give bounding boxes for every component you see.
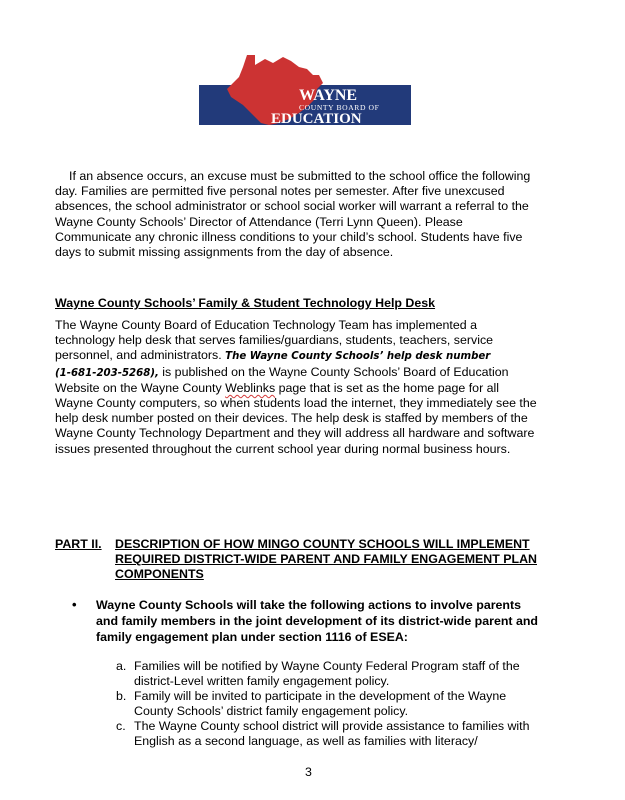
helpdesk-heading: Wayne County Schools’ Family & Student Technology Help Desk: [55, 296, 436, 310]
logo-text-county: COUNTY BOARD OF: [299, 103, 380, 112]
list-item-letter: c.: [116, 719, 126, 733]
part-title-line-1: DESCRIPTION OF HOW MINGO COUNTY SCHOOLS WILL IMPLEMENT: [115, 537, 530, 551]
list-item-line: Families will be notified by Wayne County Federal Program staff of the: [134, 659, 520, 673]
weblinks-word: Weblinks: [225, 380, 276, 395]
helpdesk-line-1: The Wayne County Board of Education Technology Team has implemented a: [55, 318, 477, 332]
helpdesk-line-3-start: personnel, and administrators.: [55, 348, 226, 363]
part-title-line-3: COMPONENTS: [115, 567, 204, 582]
list-item-line: district-Level written family engagement policy.: [134, 674, 390, 689]
absence-paragraph: [55, 169, 575, 260]
logo-text-wayne: WAYNE: [299, 87, 358, 104]
absence-line-6: days to submit missing assignments from the day of absence.: [55, 245, 394, 260]
logo-graphic: [195, 53, 415, 129]
list-item-letter: a.: [116, 659, 127, 673]
helpdesk-line-4-rest: is published on the Wayne County Schools’ Board of Education: [158, 364, 509, 379]
logo-text-education: EDUCATION: [271, 111, 362, 127]
helpdesk-line-9: issues presented throughout the current school year during normal business hours.: [55, 441, 511, 456]
absence-line-2: day. Families are permitted five personal notes per semester. After five unexcused: [55, 184, 505, 199]
helpdesk-line-6: Wayne County computers, so when students load the internet, they immediately see the: [55, 396, 537, 411]
absence-line-3: absences, the school administrator or school social worker will warrant a referral to the: [55, 199, 529, 214]
list-item-line: Family will be invited to participate in the development of the Wayne: [134, 689, 507, 703]
helpdesk-line-5-start: Website on the Wayne County: [55, 380, 226, 395]
list-item-text: [134, 689, 574, 719]
helpdesk-line-2: technology help desk that serves families/guardians, students, teachers, service: [55, 333, 494, 348]
list-item-line: County Schools’ district family engagement policy.: [134, 704, 409, 719]
helpdesk-phone-number: (1-681-203-5268),: [55, 367, 159, 379]
absence-line-4: Wayne County Schools’ Director of Attendance (Terri Lynn Queen). Please: [55, 214, 463, 229]
bullet-text: [96, 597, 566, 645]
helpdesk-line-3: [55, 348, 575, 364]
helpdesk-paragraph: [55, 318, 575, 457]
helpdesk-line-5-end: page that is set as the home page for all: [275, 380, 500, 395]
list-item-text: [134, 659, 574, 689]
bullet-line-1: Wayne County Schools will take the following actions to involve parents: [96, 598, 522, 612]
helpdesk-line-5: [55, 381, 575, 396]
list-item-line: English as a second language, as well as families with literacy/: [134, 734, 478, 749]
page-number: 3: [305, 765, 312, 779]
helpdesk-number-label: The Wayne County Schools’ help desk number: [225, 351, 491, 363]
absence-line-1: If an absence occurs, an excuse must be submitted to the school office the following: [69, 169, 531, 183]
list-item-line: The Wayne County school district will provide assistance to families with: [134, 719, 530, 733]
helpdesk-line-7: help desk number posted on their devices. The help desk is staffed by members of the: [55, 411, 528, 426]
bullet-icon: •: [72, 597, 77, 612]
wayne-county-board-logo: [195, 53, 415, 129]
helpdesk-line-4: [55, 365, 575, 381]
part-title-line-2: REQUIRED DISTRICT-WIDE PARENT AND FAMILY ENGAGEMENT PLAN: [115, 552, 537, 567]
bullet-line-2: and family members in the joint development of its district-wide parent and: [96, 614, 539, 628]
helpdesk-line-8: Wayne County Technology Department and they will address all hardware and software: [55, 426, 535, 441]
list-item-letter: b.: [116, 689, 127, 703]
bullet-line-3: family engagement plan under section 1116 of ESEA:: [96, 630, 408, 644]
list-item-text: [134, 719, 574, 749]
part-number: PART II.: [55, 537, 102, 551]
absence-line-5: Communicate any chronic illness conditions to your child’s school. Students have five: [55, 229, 523, 244]
part-title: [115, 537, 585, 583]
